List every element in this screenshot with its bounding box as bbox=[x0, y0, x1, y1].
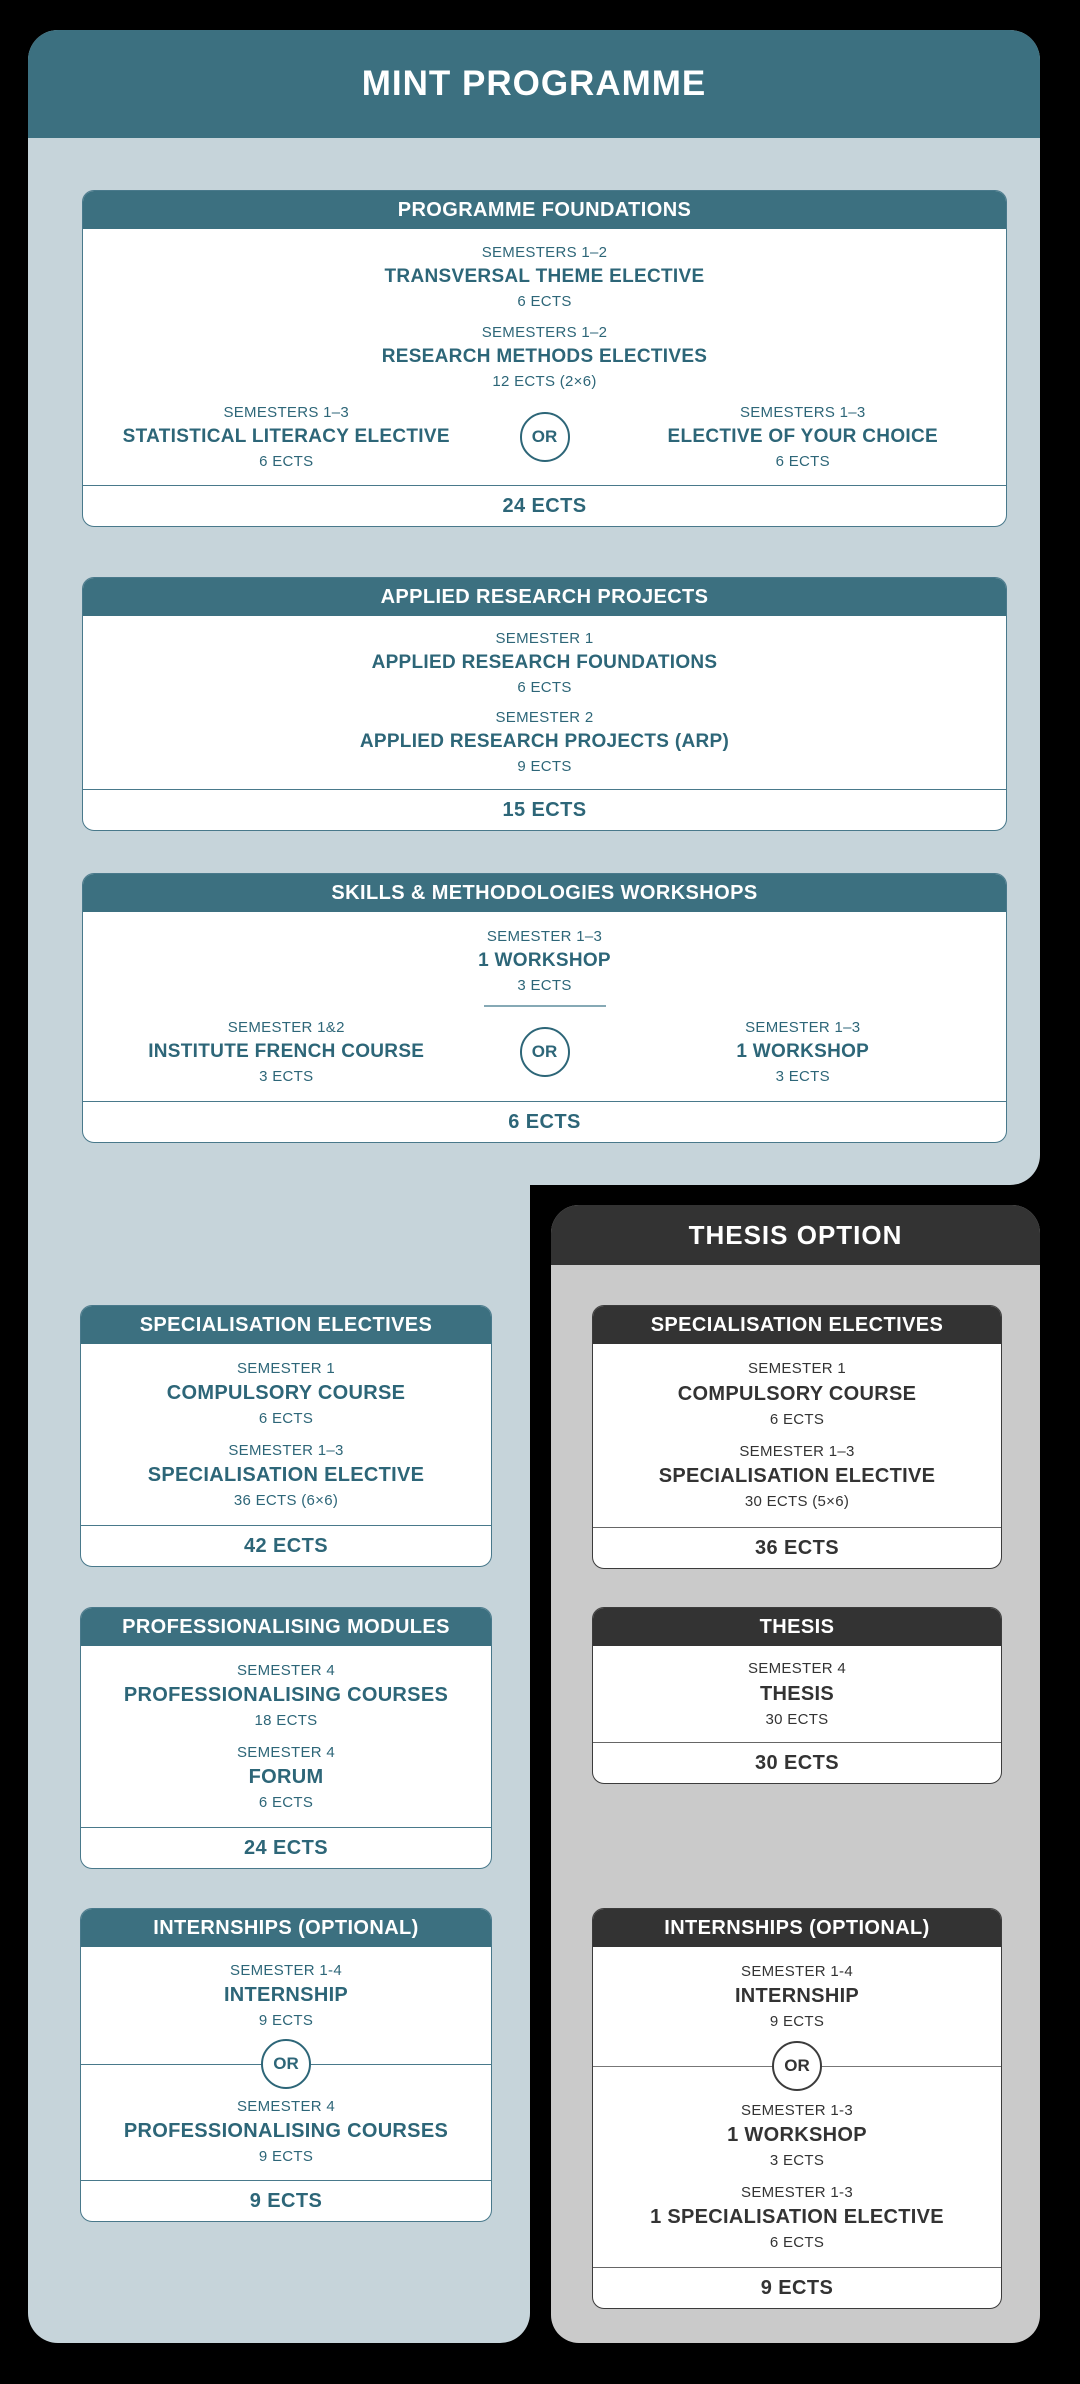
semester-label: SEMESTER 1-3 bbox=[741, 2101, 853, 2119]
course-item bbox=[83, 627, 1006, 699]
course-item bbox=[593, 2181, 1001, 2255]
course-item bbox=[593, 2099, 1001, 2173]
programme-title-banner bbox=[28, 30, 1040, 138]
course-title: 1 WORKSHOP bbox=[736, 1041, 870, 1063]
course-item bbox=[593, 1357, 1001, 1431]
course-title: APPLIED RESEARCH FOUNDATIONS bbox=[371, 652, 718, 674]
card-internships-thesis-option bbox=[592, 1908, 1002, 2309]
card-header: PROGRAMME FOUNDATIONS bbox=[83, 191, 1006, 229]
card-header: THESIS bbox=[593, 1608, 1001, 1646]
semester-label: SEMESTER 2 bbox=[495, 708, 594, 726]
card-header: APPLIED RESEARCH PROJECTS bbox=[83, 578, 1006, 616]
ects-label: 30 ECTS (5×6) bbox=[744, 1493, 850, 1511]
card-body bbox=[83, 229, 1006, 485]
card-specialisation-electives-thesis-option bbox=[592, 1305, 1002, 1569]
card-body bbox=[593, 1646, 1001, 1742]
card-skills-methodologies-workshops bbox=[82, 873, 1007, 1143]
semester-label: SEMESTER 1–3 bbox=[486, 927, 603, 945]
card-header: SKILLS & METHODOLOGIES WORKSHOPS bbox=[83, 874, 1006, 912]
ects-label: 6 ECTS bbox=[517, 678, 572, 696]
ects-label: 6 ECTS bbox=[769, 2234, 825, 2251]
or-badge: OR bbox=[520, 412, 570, 462]
course-item bbox=[593, 1960, 1001, 2034]
course-item bbox=[81, 1741, 491, 1815]
course-title: 1 SPECIALISATION ELECTIVE bbox=[650, 2206, 944, 2228]
course-title: STATISTICAL LITERACY ELECTIVE bbox=[122, 426, 450, 448]
semester-label: SEMESTER 1 bbox=[236, 1359, 336, 1377]
course-title: TRANSVERSAL THEME ELECTIVE bbox=[384, 266, 705, 288]
course-item bbox=[83, 401, 490, 473]
course-item bbox=[81, 1357, 491, 1431]
semester-label: SEMESTER 1–3 bbox=[739, 1443, 855, 1461]
semester-label: SEMESTER 1 bbox=[747, 1360, 847, 1378]
course-title: APPLIED RESEARCH PROJECTS (ARP) bbox=[359, 731, 730, 753]
course-item bbox=[593, 1657, 1001, 1731]
course-item bbox=[81, 1659, 491, 1733]
ects-label: 12 ECTS (2×6) bbox=[492, 372, 597, 390]
or-choice-row bbox=[83, 1016, 1006, 1088]
course-item bbox=[593, 1440, 1001, 1514]
course-item bbox=[83, 925, 1006, 997]
card-header: SPECIALISATION ELECTIVES bbox=[593, 1306, 1001, 1344]
ects-label: 9 ECTS bbox=[258, 2011, 314, 2029]
total-ects: 15 ECTS bbox=[83, 789, 1006, 830]
course-title: INTERNSHIP bbox=[734, 1984, 860, 2007]
course-item bbox=[81, 2095, 491, 2169]
ects-label: 6 ECTS bbox=[259, 452, 314, 470]
ects-label: 6 ECTS bbox=[769, 1410, 825, 1428]
or-badge: OR bbox=[261, 2039, 311, 2089]
ects-label: 18 ECTS bbox=[254, 1711, 318, 1729]
semester-label: SEMESTERS 1–3 bbox=[223, 403, 350, 421]
ects-label: 36 ECTS (6×6) bbox=[233, 1492, 339, 1510]
semester-label: SEMESTER 4 bbox=[747, 1660, 847, 1678]
total-ects: 24 ECTS bbox=[81, 1827, 491, 1868]
semester-label: SEMESTER 1&2 bbox=[227, 1019, 345, 1037]
total-ects: 36 ECTS bbox=[593, 1527, 1001, 1568]
ects-label: 3 ECTS bbox=[775, 1068, 830, 1086]
course-title: ELECTIVE OF YOUR CHOICE bbox=[667, 426, 938, 448]
divider bbox=[484, 1005, 606, 1007]
card-body bbox=[81, 1947, 491, 2180]
course-title: PROFESSIONALISING COURSES bbox=[123, 1683, 449, 1706]
card-header: INTERNSHIPS (OPTIONAL) bbox=[593, 1909, 1001, 1947]
semester-label: SEMESTERS 1–3 bbox=[739, 403, 866, 421]
card-body bbox=[81, 1344, 491, 1525]
card-header: PROFESSIONALISING MODULES bbox=[81, 1608, 491, 1646]
course-item bbox=[600, 1016, 1007, 1088]
card-body bbox=[593, 1947, 1001, 2267]
or-divider bbox=[593, 2042, 1001, 2090]
course-item bbox=[83, 241, 1006, 313]
or-divider bbox=[81, 2040, 491, 2088]
semester-label: SEMESTERS 1–2 bbox=[481, 243, 608, 261]
card-internships-main bbox=[80, 1908, 492, 2222]
card-body bbox=[81, 1646, 491, 1827]
card-applied-research-projects bbox=[82, 577, 1007, 831]
ects-label: 6 ECTS bbox=[775, 452, 830, 470]
ects-label: 9 ECTS bbox=[258, 2148, 314, 2166]
semester-label: SEMESTERS 1–2 bbox=[481, 323, 608, 341]
ects-label: 3 ECTS bbox=[259, 1068, 314, 1086]
semester-label: SEMESTER 1–3 bbox=[745, 1019, 861, 1037]
course-item bbox=[600, 401, 1007, 473]
course-title: SPECIALISATION ELECTIVE bbox=[658, 1465, 936, 1488]
course-title: 1 WORKSHOP bbox=[727, 2123, 867, 2146]
total-ects: 6 ECTS bbox=[83, 1101, 1006, 1142]
ects-label: 3 ECTS bbox=[769, 2151, 825, 2169]
course-title: COMPULSORY COURSE bbox=[166, 1381, 406, 1404]
course-title: SPECIALISATION ELECTIVE bbox=[147, 1464, 425, 1487]
ects-label: 6 ECTS bbox=[517, 292, 572, 310]
semester-label: SEMESTER 1–3 bbox=[228, 1441, 344, 1459]
course-item bbox=[83, 1016, 490, 1088]
ects-label: 30 ECTS bbox=[765, 1710, 829, 1728]
ects-label: 6 ECTS bbox=[258, 1409, 314, 1427]
card-body bbox=[83, 912, 1006, 1101]
card-body bbox=[83, 616, 1006, 789]
semester-label: SEMESTER 1-4 bbox=[230, 1961, 342, 1979]
thesis-option-banner bbox=[551, 1205, 1040, 1265]
thesis-option-title: THESIS OPTION bbox=[688, 1219, 903, 1250]
course-title: THESIS bbox=[759, 1682, 835, 1705]
semester-label: SEMESTER 1-3 bbox=[741, 2183, 853, 2201]
card-specialisation-electives-main bbox=[80, 1305, 492, 1567]
card-professionalising-modules bbox=[80, 1607, 492, 1869]
course-title: RESEARCH METHODS ELECTIVES bbox=[381, 346, 708, 368]
course-item bbox=[83, 706, 1006, 778]
course-item bbox=[81, 1959, 491, 2033]
ects-label: 9 ECTS bbox=[769, 2012, 825, 2030]
total-ects: 24 ECTS bbox=[83, 485, 1006, 526]
course-item bbox=[83, 321, 1006, 393]
semester-label: SEMESTER 4 bbox=[236, 1661, 336, 1679]
card-programme-foundations bbox=[82, 190, 1007, 527]
total-ects: 30 ECTS bbox=[593, 1742, 1001, 1783]
course-title: FORUM bbox=[248, 1766, 324, 1789]
or-badge: OR bbox=[772, 2041, 822, 2091]
ects-label: 9 ECTS bbox=[517, 757, 572, 775]
page-title: MINT PROGRAMME bbox=[361, 64, 707, 103]
course-title: PROFESSIONALISING COURSES bbox=[123, 2120, 449, 2143]
total-ects: 9 ECTS bbox=[81, 2180, 491, 2221]
course-title: INSTITUTE FRENCH COURSE bbox=[148, 1041, 425, 1063]
total-ects: 9 ECTS bbox=[593, 2267, 1001, 2308]
ects-label: 6 ECTS bbox=[258, 1794, 314, 1812]
ects-label: 3 ECTS bbox=[517, 976, 572, 994]
card-body bbox=[593, 1344, 1001, 1527]
or-choice-row bbox=[83, 401, 1006, 473]
semester-label: SEMESTER 4 bbox=[236, 2098, 336, 2115]
course-item bbox=[81, 1439, 491, 1513]
card-header: SPECIALISATION ELECTIVES bbox=[81, 1306, 491, 1344]
course-title: COMPULSORY COURSE bbox=[677, 1382, 917, 1405]
card-header: INTERNSHIPS (OPTIONAL) bbox=[81, 1909, 491, 1947]
semester-label: SEMESTER 1 bbox=[495, 629, 594, 647]
course-title: INTERNSHIP bbox=[223, 1983, 349, 2006]
total-ects: 42 ECTS bbox=[81, 1525, 491, 1566]
card-thesis bbox=[592, 1607, 1002, 1784]
semester-label: SEMESTER 4 bbox=[236, 1743, 336, 1761]
course-title: 1 WORKSHOP bbox=[478, 949, 611, 971]
semester-label: SEMESTER 1-4 bbox=[741, 1962, 853, 1980]
or-badge: OR bbox=[520, 1027, 570, 1077]
